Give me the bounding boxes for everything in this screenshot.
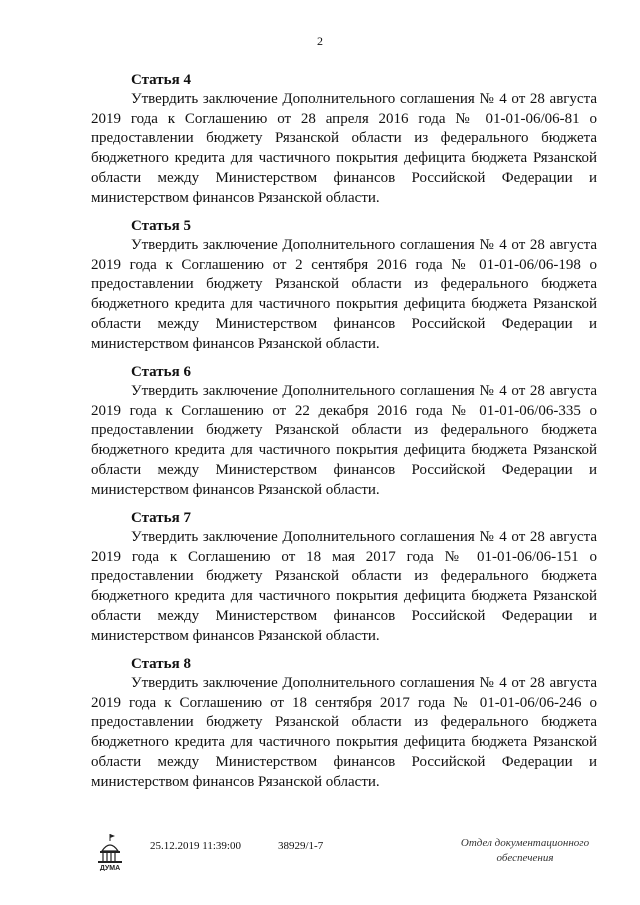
article-6 [91,362,597,500]
article-title: Статья 5 [131,218,191,234]
footer-department [440,836,610,866]
article-title: Статья 7 [131,510,191,526]
duma-logo-icon [95,833,125,871]
article-title: Статья 4 [131,72,191,88]
article-body: Утвердить заключение Дополнительного соглашения № 4 от 28 августа 2019 года к Соглашению от 18 сентября 2017 года № 01-01-06/06-246 о предоставлении бюджету Рязанской области из федерального бюджета бюджетного кредита для частичного покрытия дефицита бюджета Рязанской области между Министерством финансов Российской Федерации и министерством финансов Рязанской области. [91,675,597,790]
article-body: Утвердить заключение Дополнительного соглашения № 4 от 28 августа 2019 года к Соглашению от 28 апреля 2016 года № 01-01-06/06-81 о предоставлении бюджету Рязанской области из федерального бюджета бюджетного кредита для частичного покрытия дефицита бюджета Рязанской области между Министерством финансов Российской Федерации и министерством финансов Рязанской области. [91,91,597,206]
article-5 [91,216,597,354]
footer-date: 25.12.2019 11:39:00 [150,840,241,852]
logo-text: ДУМА [99,865,121,871]
article-title: Статья 6 [131,364,191,380]
footer-reg-number: 38929/1-7 [278,840,324,852]
article-title: Статья 8 [131,656,191,672]
article-7 [91,508,597,646]
article-8 [91,654,597,792]
article-4 [91,70,597,208]
article-body: Утвердить заключение Дополнительного соглашения № 4 от 28 августа 2019 года к Соглашению от 22 декабря 2016 года № 01-01-06/06-335 о предоставлении бюджету Рязанской области из федерального бюджета бюджетного кредита для частичного покрытия дефицита бюджета Рязанской области между Министерством финансов Российской Федерации и министерством финансов Рязанской области. [91,383,597,498]
page-number: 2 [317,34,323,48]
dept-line-1: Отдел документационного [460,837,590,849]
footer [0,825,640,885]
article-body: Утвердить заключение Дополнительного соглашения № 4 от 28 августа 2019 года к Соглашению от 18 мая 2017 года № 01-01-06/06-151 о предоставлении бюджету Рязанской области из федерального бюджета бюджетного кредита для частичного покрытия дефицита бюджета Рязанской области между Министерством финансов Российской Федерации и министерством финансов Рязанской области. [91,529,597,644]
article-body: Утвердить заключение Дополнительного соглашения № 4 от 28 августа 2019 года к Соглашению от 2 сентября 2016 года № 01-01-06/06-198 о предоставлении бюджету Рязанской области из федерального бюджета бюджетного кредита для частичного покрытия дефицита бюджета Рязанской области между Министерством финансов Российской Федерации и министерством финансов Рязанской области. [91,237,597,352]
dept-line-2: обеспечения [496,852,554,864]
